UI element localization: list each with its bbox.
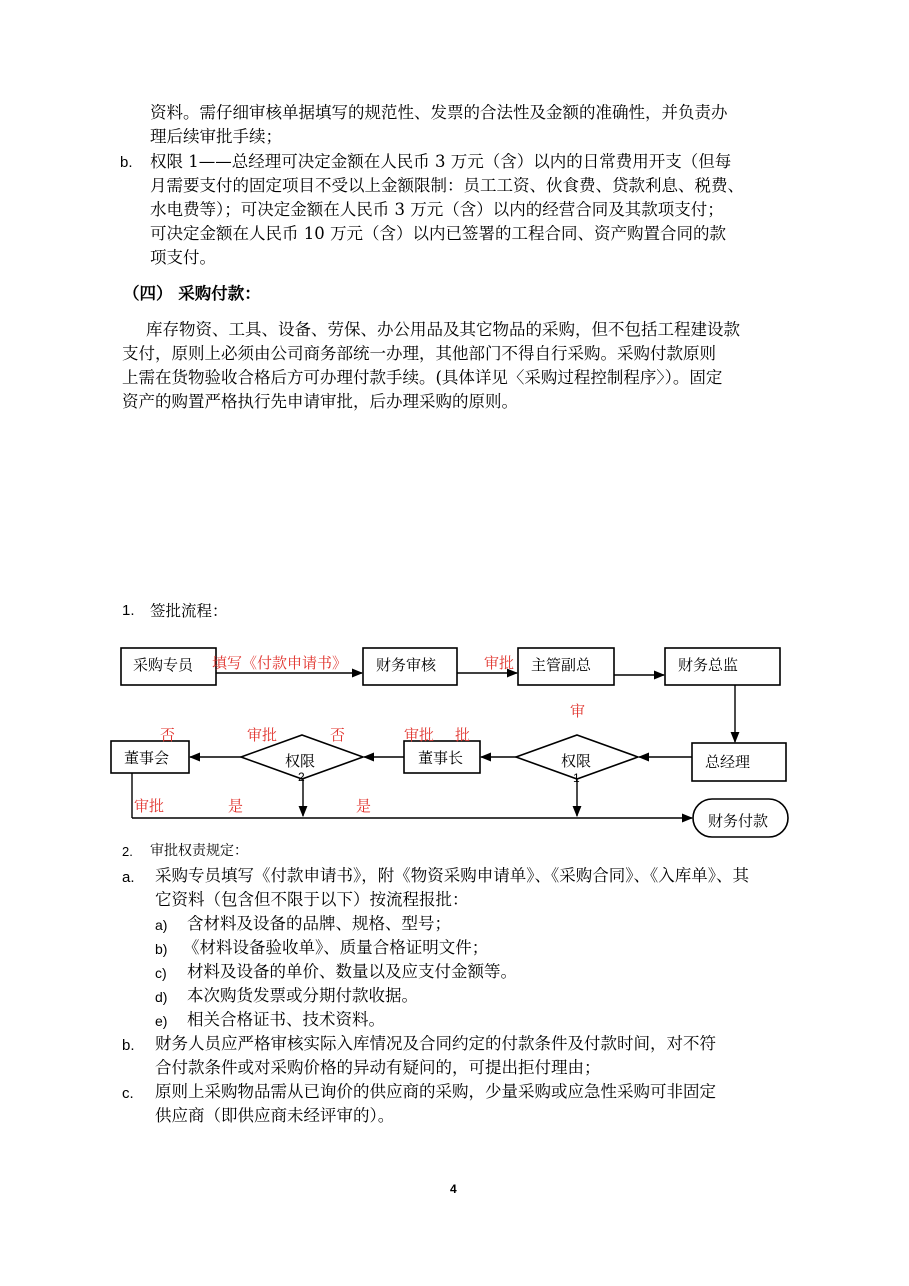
paragraph-line: 水电费等）；可决定金额在人民币 3 万元（含）以内的经营合同及其款项支付；: [150, 200, 724, 219]
node-auth1-number: 1: [573, 771, 580, 785]
edge-label-approve: 审批: [484, 654, 515, 672]
paragraph-line: 月需要支付的固定项目不受以上金额限制：员工工资、伙食费、贷款利息、税费、: [150, 176, 744, 195]
sub-list-marker: d): [155, 989, 168, 1005]
node-finance-review-label: 财务审核: [376, 656, 437, 674]
edge-label-approve: 审批: [134, 797, 165, 815]
list-marker: b.: [120, 154, 133, 171]
sub-list-item: 《材料设备验收单》、质量合格证明文件；: [183, 938, 489, 957]
paragraph-line: 可决定金额在人民币 10 万元（含）以内已签署的工程合同、资产购置合同的款: [150, 224, 726, 243]
paragraph-line: 财务人员应严格审核实际入库情况及合同约定的付款条件及付款时间，对不符: [155, 1034, 716, 1053]
paragraph-line: 资料。需仔细审核单据填写的规范性、发票的合法性及金额的准确性，并负责办: [150, 103, 728, 122]
paragraph-line: 采购专员填写《付款申请书》，附《物资采购申请单》、《采购合同》、《入库单》、其: [155, 866, 749, 885]
list-marker: b.: [122, 1037, 135, 1054]
paragraph-line: 上需在货物验收合格后方可办理付款手续。(具体详见〈采购过程控制程序〉）。固定: [122, 368, 723, 387]
node-chairman-label: 董事长: [418, 749, 464, 767]
node-gm-label: 总经理: [705, 753, 751, 771]
paragraph-line: 合付款条件或对采购价格的异动有疑问的，可提出拒付理由；: [155, 1058, 601, 1077]
sub-list-marker: c): [155, 965, 167, 981]
edge-label-fill-form: 填写《付款申请书》: [212, 654, 348, 672]
sub-list-marker: e): [155, 1013, 168, 1029]
node-auth2-number: 2: [298, 770, 305, 784]
page-number: 4: [450, 1182, 457, 1196]
edge-label-yes: 是: [356, 797, 372, 815]
section-heading: （四） 采购付款：: [123, 284, 261, 303]
node-auth1-label: 权限: [561, 752, 592, 770]
paragraph-line: 供应商（即供应商未经评审的）。: [155, 1106, 395, 1125]
paragraph-line: 权限 1——总经理可决定金额在人民币 3 万元（含）以内的日常费用开支（但每: [150, 152, 732, 171]
edge-label-approve: 审: [570, 702, 586, 720]
rules-title: 审批权责规定：: [150, 843, 248, 859]
node-auth2-label: 权限: [285, 752, 316, 770]
paragraph-line: 支付，原则上必须由公司商务部统一办理，其他部门不得自行采购。采购付款原则: [122, 344, 716, 363]
paragraph-line: 资产的购置严格执行先申请审批，后办理采购的原则。: [122, 392, 518, 411]
sub-list-item: 材料及设备的单价、数量以及应支付金额等。: [187, 962, 517, 981]
edge-label-approve: 审批: [247, 726, 278, 744]
paragraph-line: 它资料（包含但不限于以下）按流程报批：: [155, 890, 469, 909]
node-payment-label: 财务付款: [708, 812, 769, 830]
list-marker: 1.: [122, 602, 135, 619]
sub-list-item: 本次购货发票或分期付款收据。: [187, 986, 418, 1005]
edge-label-no: 否: [330, 726, 346, 744]
flow-title: 签批流程：: [150, 602, 228, 620]
paragraph-line: 库存物资、工具、设备、劳保、办公用品及其它物品的采购，但不包括工程建设款: [146, 320, 740, 339]
edge-label-no: 否: [160, 726, 176, 744]
edge-label-approve: 批: [455, 726, 471, 744]
sub-list-item: 含材料及设备的品牌、规格、型号；: [187, 914, 451, 933]
paragraph-line: 项支付。: [150, 248, 216, 267]
node-buyer-label: 采购专员: [133, 656, 194, 674]
list-marker: a.: [122, 869, 135, 886]
sub-list-marker: a): [155, 917, 168, 933]
node-vp-label: 主管副总: [531, 656, 592, 674]
list-marker: 2.: [122, 844, 133, 859]
node-board-label: 董事会: [124, 749, 170, 767]
edge-label-yes: 是: [228, 797, 244, 815]
node-cfo-label: 财务总监: [678, 656, 739, 674]
edge-label-approve: 审批: [404, 726, 435, 744]
paragraph-line: 原则上采购物品需从已询价的供应商的采购，少量采购或应急性采购可非固定: [155, 1082, 716, 1101]
sub-list-item: 相关合格证书、技术资料。: [187, 1010, 385, 1029]
sub-list-marker: b): [155, 941, 168, 957]
paragraph-line: 理后续审批手续；: [150, 127, 282, 146]
list-marker: c.: [122, 1085, 134, 1102]
